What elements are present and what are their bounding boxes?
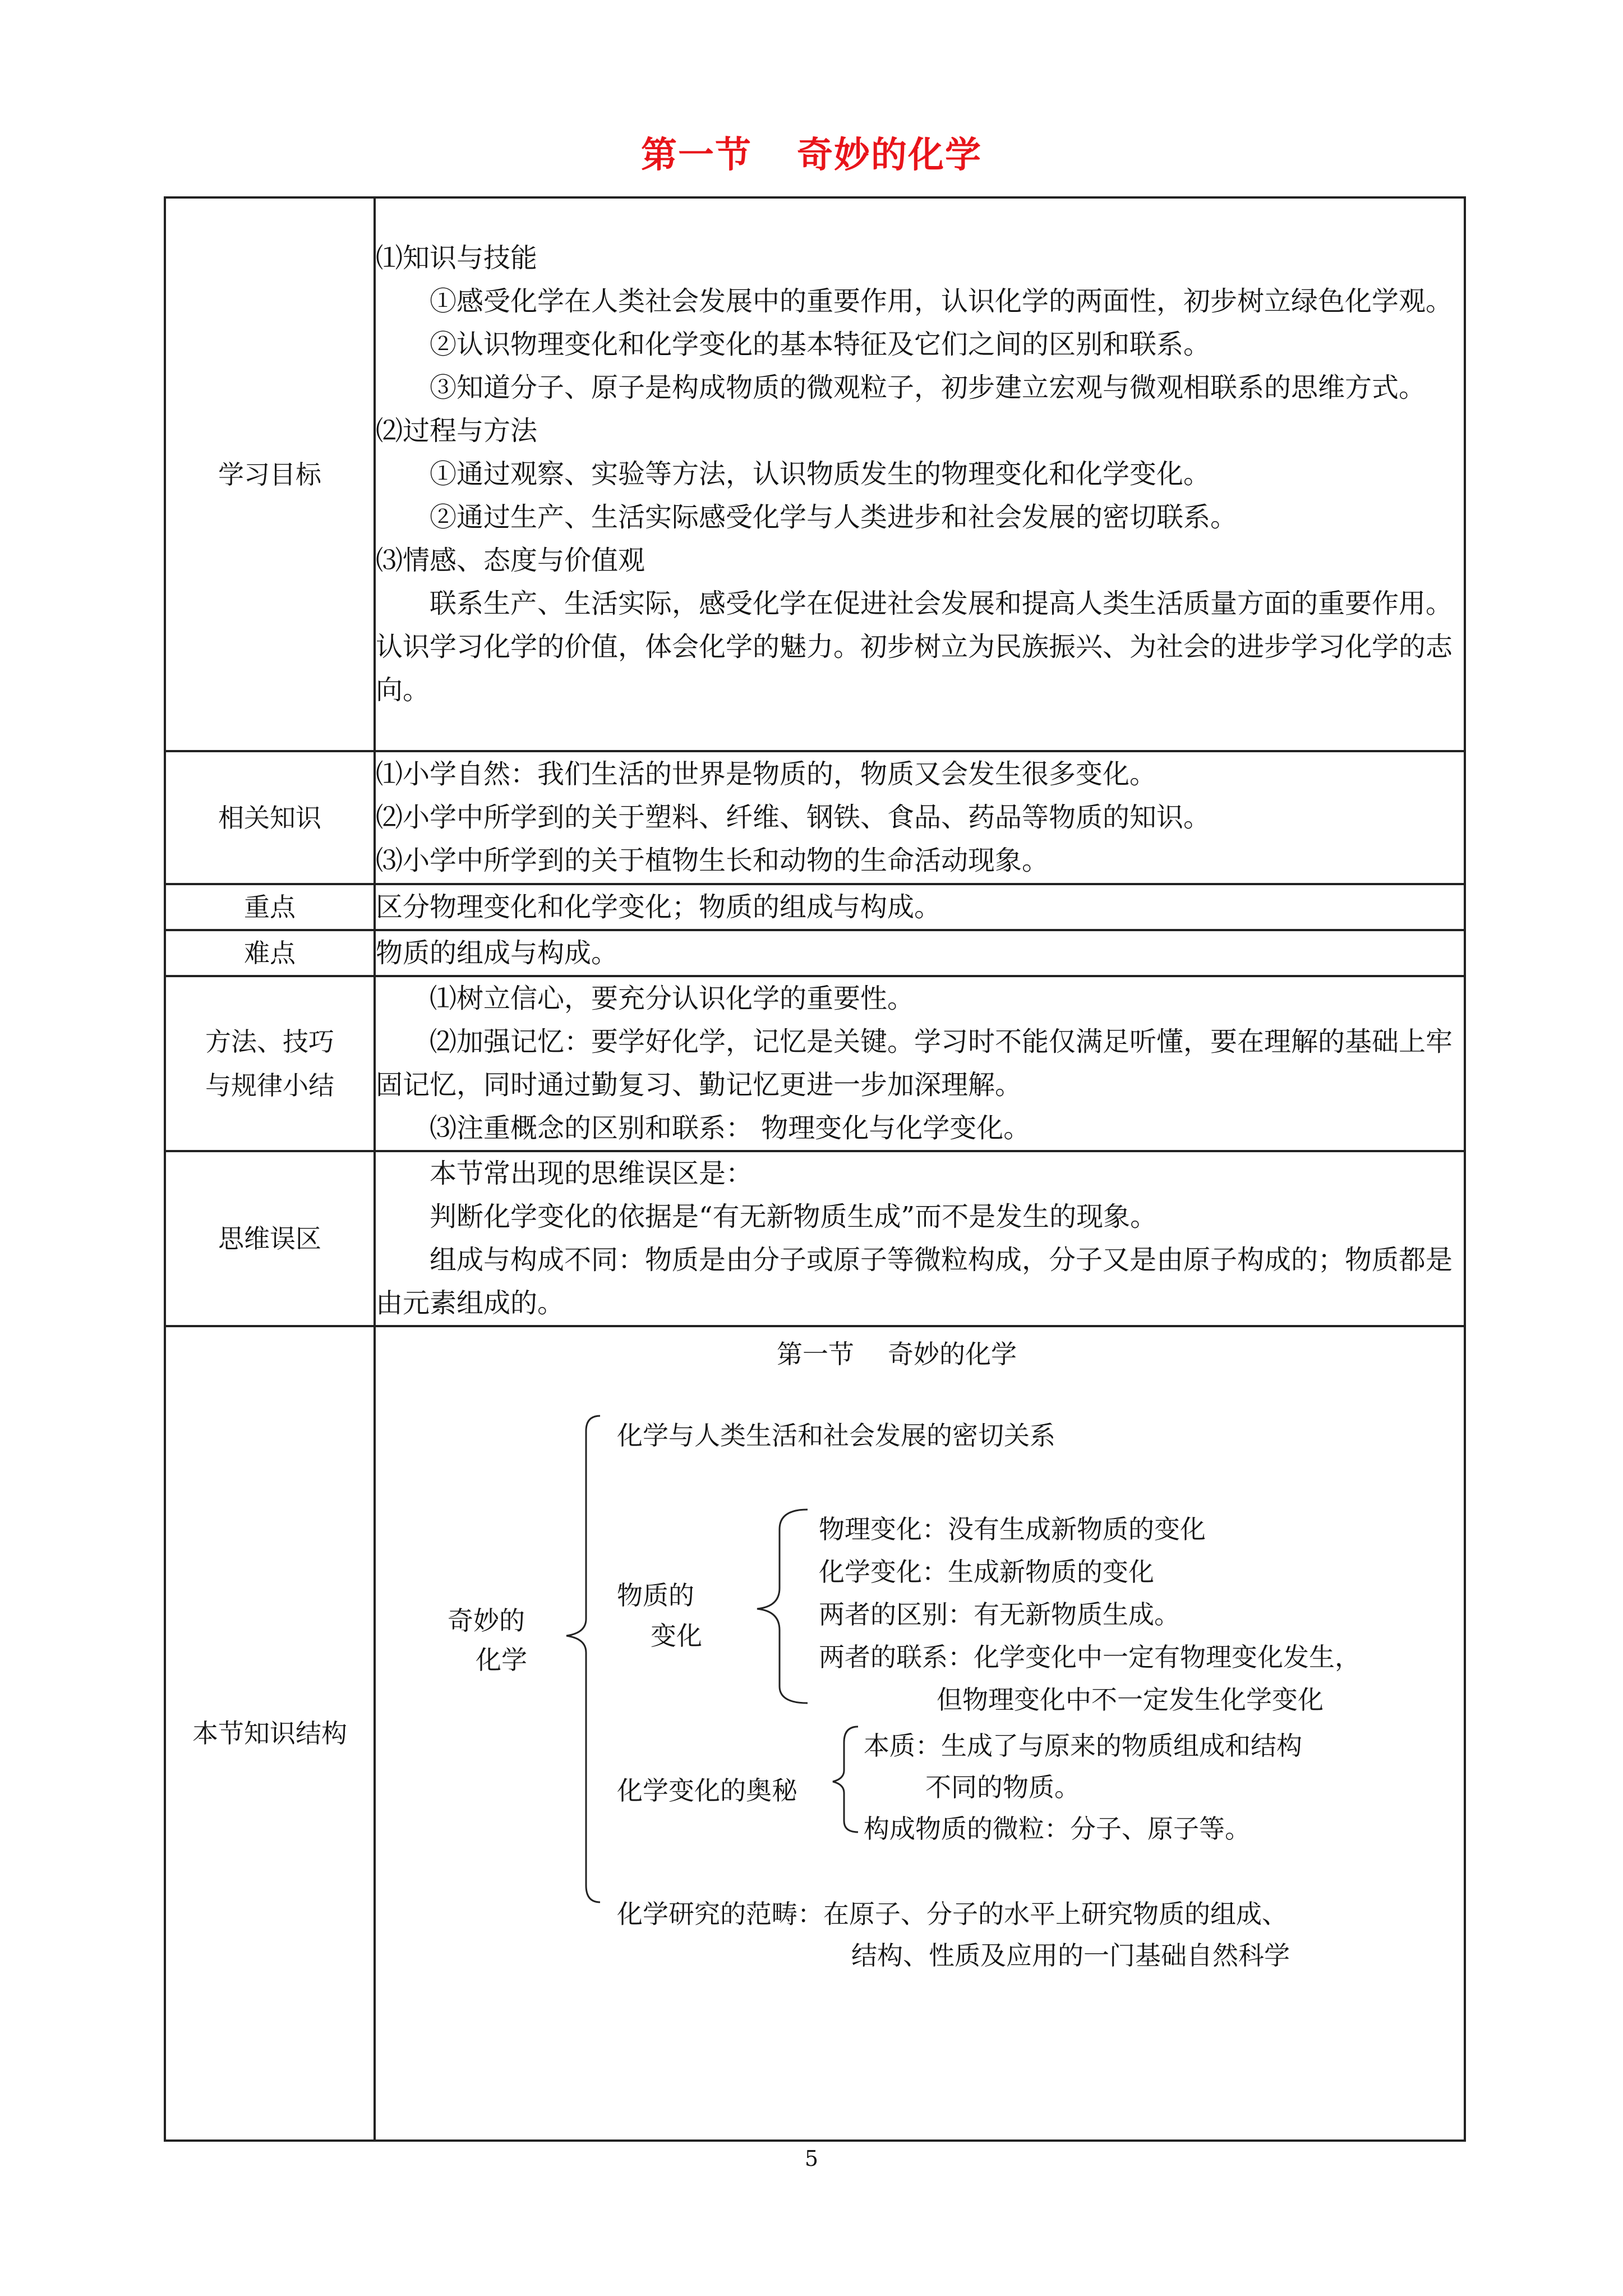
row-misconceptions — [165, 1151, 1465, 1326]
goals-item-6: 联系生产、生活实际，感受化学在促进社会发展和提高人类生活质量方面的重要作用。认识学习化学的价值，体会化学的魅力。初步树立为民族振兴、为社会的进步学习化学的志向。 — [376, 588, 1453, 706]
change-item-connection: 两者的联系：化学变化中一定有物理变化发生， — [819, 1642, 1361, 1672]
content-difficult: 物质的组成与构成。 — [375, 930, 1465, 976]
change-item-physical: 物理变化：没有生成新物质的变化 — [819, 1514, 1206, 1544]
label-key: 重点 — [165, 884, 375, 930]
structure-heading: 第一节 奇妙的化学 — [777, 1339, 1017, 1369]
label-related: 相关知识 — [165, 751, 375, 884]
related-item-1: ⑴小学自然：我们生活的世界是物质的，物质又会发生很多变化。 — [376, 758, 1157, 790]
page-number: 5 — [804, 2146, 819, 2171]
change-item-connection-cont: 但物理变化中不一定发生化学变化 — [937, 1685, 1324, 1715]
branch-change-line-1: 物质的 — [617, 1580, 694, 1611]
misconceptions-item-2: 判断化学变化的依据是“有无新物质生成”而不是发生的现象。 — [430, 1201, 1158, 1232]
page-title — [0, 126, 1623, 178]
row-difficult — [165, 930, 1465, 976]
row-structure — [165, 1326, 1465, 2141]
branch-relation: 化学与人类生活和社会发展的密切关系 — [617, 1420, 1055, 1451]
branch-scope-line-2: 结构、性质及应用的一门基础自然科学 — [851, 1940, 1290, 1971]
title-section: 第一节 — [641, 135, 752, 176]
label-methods-line-2: 与规律小结 — [205, 1070, 334, 1101]
related-item-2: ⑵小学中所学到的关于塑料、纤维、钢铁、食品、药品等物质的知识。 — [376, 802, 1211, 833]
goals-heading-3: ⑶情感、态度与价值观 — [376, 545, 645, 576]
row-goals — [165, 197, 1465, 751]
row-related — [165, 751, 1465, 884]
label-misconceptions: 思维误区 — [165, 1151, 375, 1326]
mystery-item-particles: 构成物质的微粒：分子、原子等。 — [864, 1814, 1251, 1844]
goals-item-5: ②通过生产、生活实际感受化学与人类进步和社会发展的密切联系。 — [430, 501, 1238, 533]
label-structure: 本节知识结构 — [165, 1326, 375, 2141]
goals-item-1: ①感受化学在人类社会发展中的重要作用，认识化学的两面性，初步树立绿色化学观。 — [430, 286, 1453, 317]
brace-mystery — [833, 1727, 858, 1832]
root-label-line-2: 化学 — [476, 1645, 527, 1675]
methods-item-1: ⑴树立信心，要充分认识化学的重要性。 — [430, 983, 915, 1014]
branch-change-line-2: 变化 — [651, 1621, 702, 1651]
content-structure — [375, 1326, 1465, 2141]
mystery-item-essence-cont: 不同的物质。 — [925, 1772, 1080, 1802]
label-difficult: 难点 — [165, 930, 375, 976]
mystery-item-essence: 本质：生成了与原来的物质组成和结构 — [864, 1731, 1302, 1761]
related-item-3: ⑶小学中所学到的关于植物生长和动物的生命活动现象。 — [376, 845, 1049, 876]
goals-heading-1: ⑴知识与技能 — [376, 242, 538, 274]
title-topic: 奇妙的化学 — [797, 135, 982, 176]
label-methods-line-1: 方法、技巧 — [205, 1027, 334, 1057]
goals-item-2: ②认识物理变化和化学变化的基本特征及它们之间的区别和联系。 — [430, 329, 1211, 360]
root-label-line-1: 奇妙的 — [448, 1605, 525, 1636]
misconceptions-item-1: 本节常出现的思维误区是： — [430, 1158, 753, 1189]
brace-main — [566, 1416, 600, 1902]
goals-heading-2: ⑵过程与方法 — [376, 415, 538, 447]
row-methods — [165, 976, 1465, 1151]
change-item-difference: 两者的区别：有无新物质生成。 — [819, 1599, 1180, 1630]
row-key — [165, 884, 1465, 930]
goals-item-3: ③知道分子、原子是构成物质的微观粒子，初步建立宏观与微观相联系的思维方式。 — [430, 372, 1426, 403]
lesson-table — [164, 196, 1466, 2142]
knowledge-structure-diagram — [376, 1327, 1464, 2137]
content-goals — [375, 197, 1465, 751]
branch-scope-line-1: 化学研究的范畴：在原子、分子的水平上研究物质的组成、 — [617, 1899, 1288, 1929]
content-misconceptions — [375, 1151, 1465, 1326]
content-related — [375, 751, 1465, 884]
label-goals: 学习目标 — [165, 197, 375, 751]
misconceptions-item-3: 组成与构成不同：物质是由分子或原子等微粒构成，分子又是由原子构成的；物质都是由元素组成的。 — [376, 1244, 1453, 1319]
change-item-chemical: 化学变化：生成新物质的变化 — [819, 1557, 1154, 1587]
methods-item-3: ⑶注重概念的区别和联系： 物理变化与化学变化。 — [430, 1112, 1031, 1144]
brace-change — [757, 1510, 808, 1703]
structure-braces — [376, 1327, 1049, 2000]
goals-item-4: ①通过观察、实验等方法，认识物质发生的物理变化和化学变化。 — [430, 458, 1211, 490]
branch-mystery: 化学变化的奥秘 — [617, 1775, 797, 1806]
methods-item-2: ⑵加强记忆：要学好化学，记忆是关键。学习时不能仅满足听懂，要在理解的基础上牢固记忆，同时通过勤复习、勤记忆更进一步加深理解。 — [376, 1026, 1453, 1101]
content-methods — [375, 976, 1465, 1151]
content-key: 区分物理变化和化学变化；物质的组成与构成。 — [375, 884, 1465, 930]
label-methods — [165, 976, 375, 1151]
